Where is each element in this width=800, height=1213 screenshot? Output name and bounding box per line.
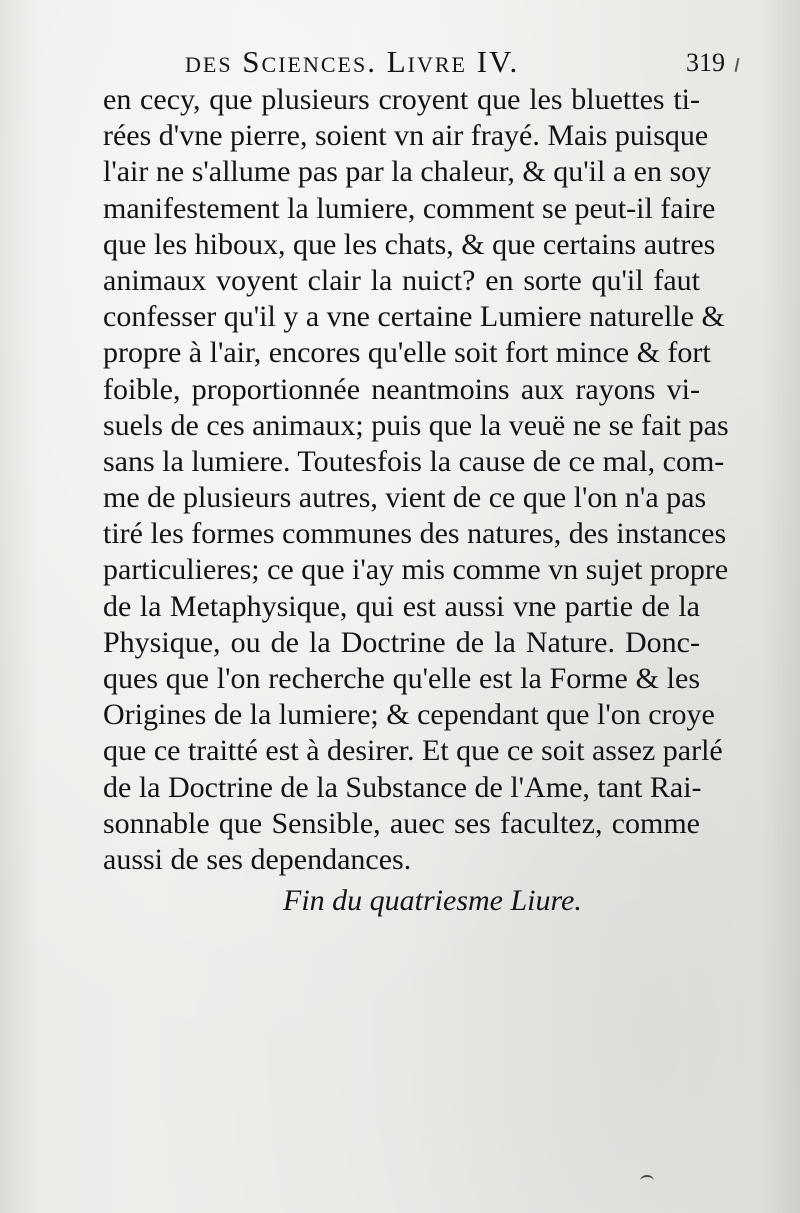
text-line: sans la lumiere. Toutesfois la cause de ce mal, com- [103, 444, 725, 478]
running-head-title: des Sciences. Livre IV. [185, 44, 520, 79]
text-line: que ce traitté est à desirer. Et que ce soit assez parlé [103, 734, 723, 768]
text-line: que les hiboux, que les chats, & que certains autres [103, 227, 716, 261]
text-line: en cecy, que plusieurs croyent que les bluettes ti- [103, 83, 700, 116]
text-line: suels de ces animaux; puis que la veuë ne se fait pas [103, 408, 729, 442]
text-line: manifestement la lumiere, comment se peut-il faire [103, 191, 716, 225]
text-line: particulieres; ce que i'ay mis comme vn sujet propre [103, 553, 729, 587]
text-line: Origines de la lumiere; & cependant que l'on croye [103, 698, 715, 732]
text-line: tiré les formes communes des natures, des instances [103, 517, 727, 551]
text-line: ques que l'on recherche qu'elle est la Forme & les [103, 662, 700, 695]
ink-mark [640, 1175, 654, 1187]
colophon: Fin du quatriesme Liure. [283, 884, 582, 917]
text-line: Physique, ou de la Doctrine de la Nature. Donc- [103, 625, 700, 659]
text-line: foible, proportionnée neantmoins aux rayons vi- [103, 372, 700, 406]
text-line: sonnable que Sensible, auec ses facultez, comme [103, 806, 700, 840]
text-line: confesser qu'il y a vne certaine Lumiere naturelle & [103, 300, 725, 334]
body-text [103, 82, 729, 878]
page-number: 319 [686, 48, 725, 77]
text-line: propre à l'air, encores qu'elle soit fort mince & fort [103, 336, 711, 370]
margin-mark [735, 58, 740, 72]
text-line-last: aussi de ses dependances. [103, 842, 412, 876]
text-line: l'air ne s'allume pas par la chaleur, & qu'il a en soy [103, 155, 712, 189]
text-line: rées d'vne pierre, soient vn air frayé. Mais puisque [103, 119, 709, 153]
text-line: animaux voyent clair la nuict? en sorte qu'il faut [103, 263, 700, 297]
text-line: de la Doctrine de la Substance de l'Ame, tant Rai- [103, 770, 702, 804]
text-line: de la Metaphysique, qui est aussi vne partie de la [103, 589, 700, 623]
text-line: me de plusieurs autres, vient de ce que l'on n'a pas [103, 481, 707, 515]
